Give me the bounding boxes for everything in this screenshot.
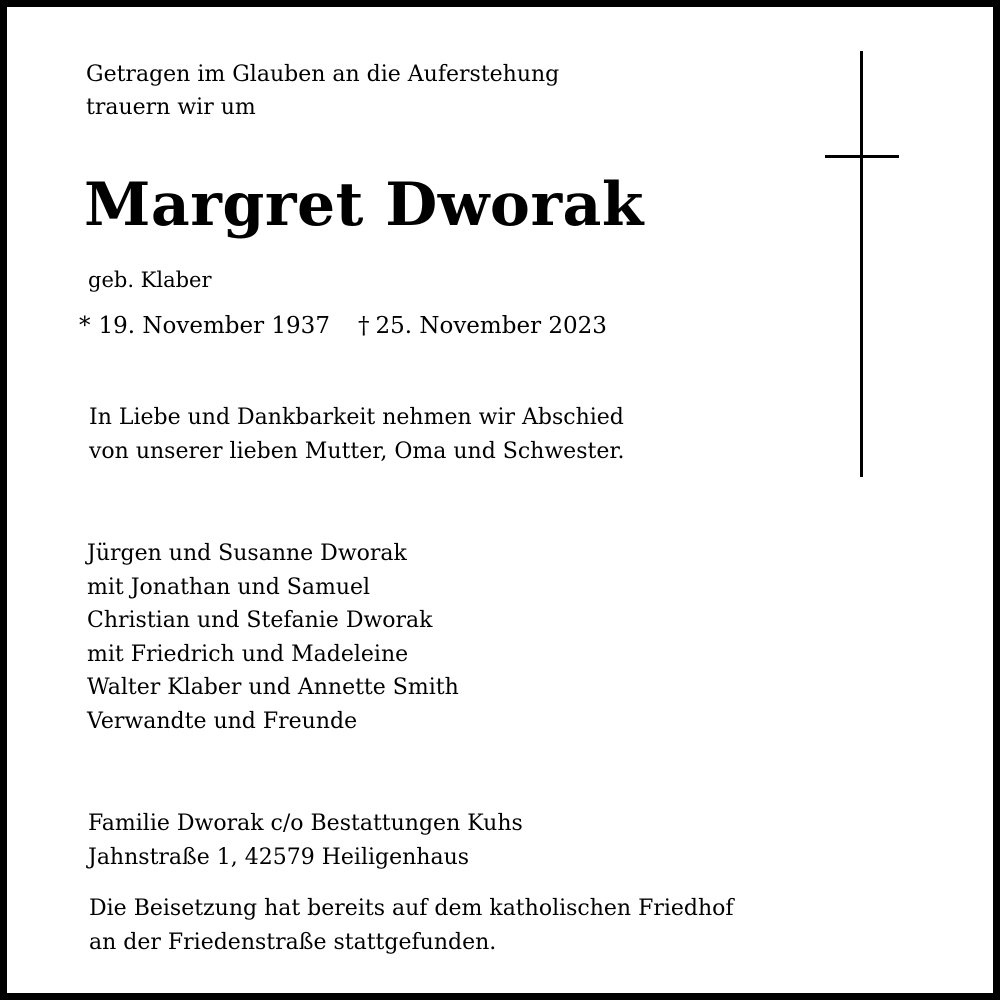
burial-notice (89, 892, 734, 960)
burial-line-2: an der Friedenstraße stattgefunden. (89, 930, 497, 955)
death-symbol-icon: † (357, 313, 370, 339)
address-line-1: Familie Dworak c/o Bestattungen Kuhs (88, 811, 523, 836)
intro-line-2: trauern wir um (86, 95, 256, 120)
mourner-line: Walter Klaber und Annette Smith (87, 675, 459, 701)
life-dates (79, 309, 607, 343)
contact-address (88, 807, 523, 875)
mourner-line: mit Jonathan und Samuel (87, 574, 371, 600)
cross-horizontal-bar (825, 155, 899, 158)
maiden-name: geb. Klaber (88, 268, 212, 292)
burial-line-1: Die Beisetzung hat bereits auf dem katholischen Friedhof (89, 896, 734, 921)
mourner-line: mit Friedrich und Madeleine (87, 641, 409, 667)
mourners-list (87, 537, 459, 739)
intro-line-1: Getragen im Glauben an die Auferstehung (86, 62, 560, 87)
cross-vertical-bar (860, 51, 863, 477)
death-date: 25. November 2023 (375, 313, 607, 339)
birth-symbol-icon: * (79, 313, 91, 339)
farewell-line-2: von unserer lieben Mutter, Oma und Schwester. (89, 439, 625, 464)
mourner-line: Verwandte und Freunde (87, 708, 358, 734)
farewell-line-1: In Liebe und Dankbarkeit nehmen wir Abschied (89, 405, 624, 430)
intro-text (86, 58, 559, 124)
farewell-text (89, 401, 624, 469)
mourner-line: Jürgen und Susanne Dworak (87, 541, 407, 566)
deceased-name: Margret Dworak (84, 170, 645, 240)
latin-cross-icon (825, 51, 899, 477)
birth-date: 19. November 1937 (98, 313, 330, 339)
address-line-2: Jahnstraße 1, 42579 Heiligenhaus (88, 845, 470, 870)
mourner-line: Christian und Stefanie Dworak (87, 608, 433, 634)
